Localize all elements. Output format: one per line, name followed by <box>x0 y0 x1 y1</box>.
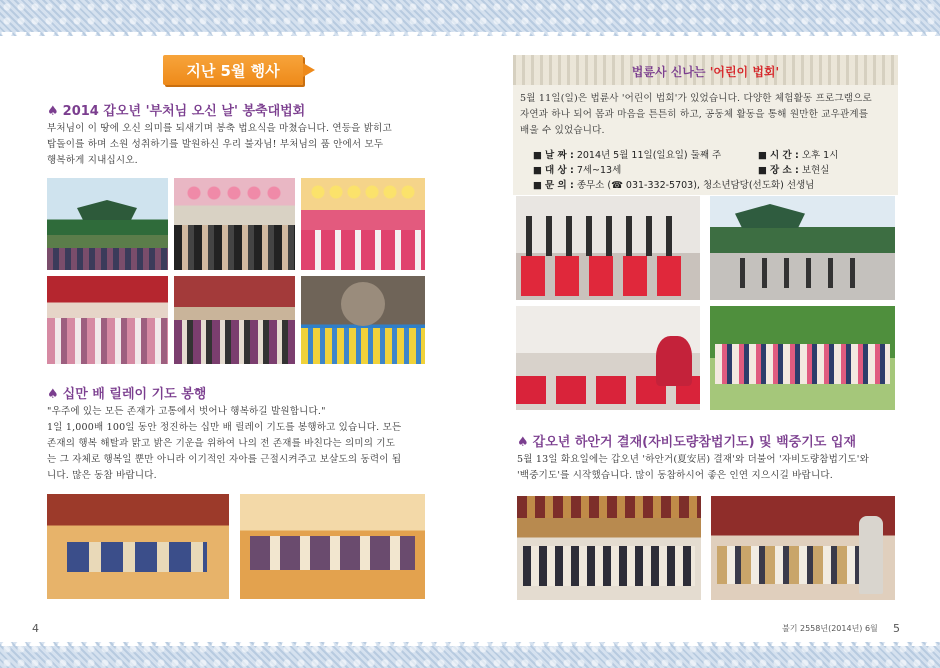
photo-temple-courtyard <box>47 178 168 270</box>
info-time: ■ 시 간 : 오후 1시 <box>758 150 839 161</box>
info-target: ■ 대 상 : 7세~13세 <box>533 165 622 176</box>
kids-box-body <box>520 91 895 139</box>
text-line: 존재의 행복 해탈과 맑고 밝은 기운을 위하여 나의 전 존재를 바친다는 의미의 기도 <box>47 438 396 449</box>
kids-box-title: 법륜사 신나는 '어린이 법회' <box>631 65 780 79</box>
photo-kids-cushions <box>516 196 700 300</box>
text-line: "우주에 있는 모든 존재가 고통에서 벗어나 행복하길 발원합니다." <box>47 406 326 417</box>
text-line: 니다. 많은 동참 바랍니다. <box>47 470 157 481</box>
photo-kids-meditation <box>516 306 700 410</box>
page-number-right: 5 <box>893 622 900 635</box>
text-line: 자연과 하나 되어 몸과 마음을 튼튼히 하고, 공동체 활동을 통해 원만한 교우관계를 <box>520 109 869 120</box>
section-title-buddha-birthday: ♠ 2014 갑오년 '부처님 오신 날' 봉축대법회 <box>47 104 306 119</box>
photo-stone-buddha <box>301 276 425 364</box>
page-number-left: 4 <box>32 622 39 635</box>
text-line: 는 그 자체로 행복일 뿐만 아니라 이기적인 자아를 근절시켜주고 보살도의 동력이 됩 <box>47 454 402 465</box>
photo-hall-prayer <box>174 276 295 364</box>
text-line: 5월 11일(일)은 법륜사 '어린이 법회'가 있었습니다. 다양한 체험활동 프로그램으로 <box>520 93 872 104</box>
spade-icon: ♠ <box>47 104 59 119</box>
photo-lanterns-crowd <box>174 178 295 270</box>
text-line: '백중기도'를 시작했습니다. 많이 동참하시어 좋은 인연 지으시길 바랍니다. <box>517 470 833 481</box>
text-line: 탑돌이를 하며 소원 성취하기를 발원하신 우리 불자님! 부처님의 품 안에서 모두 <box>47 139 384 150</box>
spade-icon: ♠ <box>47 387 59 402</box>
spade-icon: ♠ <box>517 435 529 450</box>
photo-bowing-prayer-2 <box>240 494 425 599</box>
text-line: 5월 13일 화요일에는 갑오년 '하안거(夏安居) 결재'와 더불어 '자비도량참법기도'와 <box>517 454 869 465</box>
text-line: 1일 1,000배 100일 동안 정진하는 십만 배 릴레이 기도를 봉행하고 있습니다. 모든 <box>47 422 402 433</box>
photo-retreat-hall-1 <box>517 496 701 600</box>
page-banner: 지난 5월 행사 <box>163 55 303 85</box>
photo-kids-courtyard <box>710 196 895 300</box>
decorative-bottom-border <box>0 642 940 668</box>
photo-kids-group <box>710 306 895 410</box>
photo-retreat-hall-2 <box>711 496 895 600</box>
info-date: ■ 날 짜 : 2014년 5월 11일(일요일) 둘째 주 <box>533 150 722 161</box>
info-place: ■ 장 소 : 보현실 <box>758 165 830 176</box>
section1-body <box>47 121 427 169</box>
photo-hanbok-ceremony <box>301 178 425 270</box>
kids-dharma-box <box>513 55 898 195</box>
section-title-relay-prayer: ♠ 십만 배 릴레이 기도 봉행 <box>47 387 207 402</box>
photo-hall-gathering <box>47 276 168 364</box>
issue-date: 불기 2558년(2014년) 6월 <box>782 624 878 633</box>
decorative-top-border <box>0 0 940 36</box>
text-line: 부처님이 이 땅에 오신 의미를 되새기며 봉축 법요식을 마쳤습니다. 연등을 밝히고 <box>47 123 392 134</box>
text-line: 행복하게 지내십시오. <box>47 155 138 166</box>
text-line: 배울 수 있었습니다. <box>520 125 605 136</box>
photo-bowing-prayer-1 <box>47 494 229 599</box>
section3-body <box>517 452 897 484</box>
info-contact: ■ 문 의 : 종무소 (☎ 031-332-5703), 청소년담당(선도화) 선생님 <box>533 180 815 191</box>
section-title-summer-retreat: ♠ 갑오년 하안거 결재(자비도량참법기도) 및 백중기도 입재 <box>517 435 857 450</box>
section2-body <box>47 404 431 484</box>
